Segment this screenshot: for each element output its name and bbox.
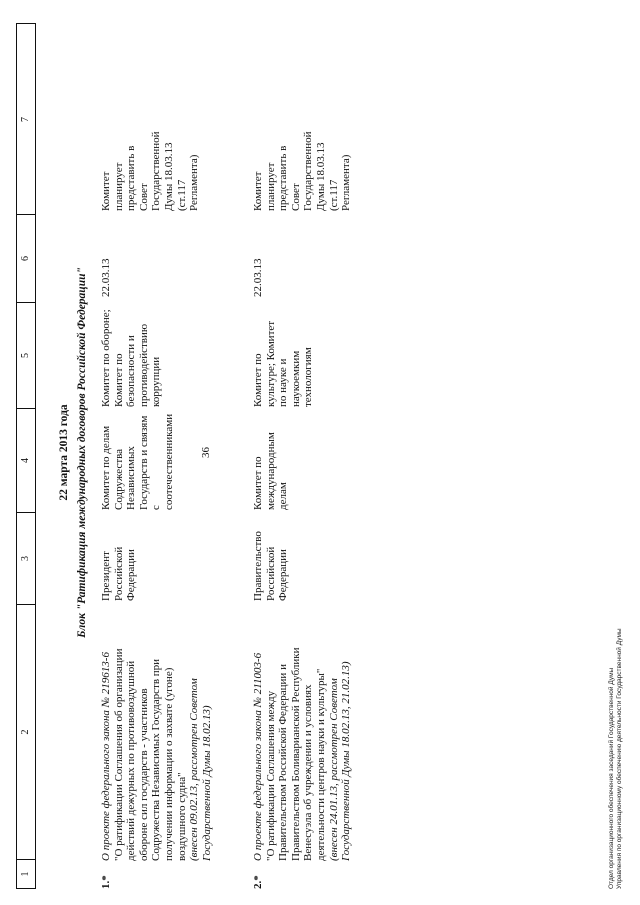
- row-number: 1.*: [100, 875, 112, 889]
- bill-intro: О проекте федерального закона № 219613-6: [100, 652, 112, 861]
- bill-submission-note: (внесен 24.01.13, рассмотрен Советом Государственной Думы 18.02.13, 21.02.13): [327, 661, 353, 861]
- bill-title: "О ратификации Соглашения между Правительством Российской Федерации и Правительством Боливарианской Республики Венесуэла об учреждении и условиях деятельности центров науки и культуры": [264, 647, 327, 861]
- page-number: 36: [200, 447, 212, 458]
- footer-line-1: Отдел организационного обеспечения заседаний Государственной Думы: [608, 667, 615, 889]
- responsible-committee: Комитет по делам Содружества Независимых Государств и связям с соотечественниками: [100, 413, 175, 510]
- block-heading: Блок "Ратификация международных договоров Российской Федерации": [76, 267, 88, 638]
- bill-submission-note: (внесен 09.02.13, рассмотрен Советом Государственной Думы 18.02.13): [188, 678, 213, 861]
- bill-title: "О ратификации Соглашения об организации действий дежурных по противовоздушной обороне сил государств - участников Содружества Независимых Государств при получении информации о захвате (угоне) воздушного судна": [112, 648, 188, 861]
- bill-description: [100, 646, 213, 861]
- column-number-1: 1: [20, 871, 31, 877]
- co-executor-committees: Комитет по обороне; Комитет по безопасности и противодействию коррупции: [100, 309, 163, 407]
- initiator: Президент Российской Федерации: [100, 546, 138, 601]
- status-note: Комитет планирует представить в Совет Государственной Думы 18.03.13 (ст.117 Регламента): [252, 131, 353, 211]
- date-heading: 22 марта 2013 года: [58, 404, 70, 501]
- column-number-5: 5: [17, 303, 35, 409]
- review-date: 22.03.13: [252, 258, 264, 297]
- column-number-7: 7: [17, 25, 35, 215]
- column-number-4: 4: [17, 409, 35, 513]
- column-number-header: [16, 23, 36, 889]
- column-number-3: 3: [17, 513, 35, 605]
- initiator: Правительство Российской Федерации: [252, 531, 290, 601]
- review-date: 22.03.13: [100, 258, 112, 297]
- status-note: Комитет планирует представить в Совет Государственной Думы 18.03.13 (ст.117 Регламента): [100, 131, 201, 211]
- bill-intro: О проекте федерального закона № 211003-6: [252, 652, 264, 861]
- column-number-6: 6: [17, 215, 35, 303]
- bill-description: [252, 646, 353, 861]
- footer-line-2: Управления по организационному обеспечению деятельности Государственной Думы: [616, 628, 623, 889]
- responsible-committee: Комитет по международным делам: [252, 432, 290, 510]
- co-executor-committees: Комитет по культуре; Комитет по науке и наукоемким технологиям: [252, 320, 315, 407]
- row-number: 2.*: [252, 875, 264, 889]
- column-number-2: 2: [17, 605, 35, 860]
- footer: [608, 628, 624, 889]
